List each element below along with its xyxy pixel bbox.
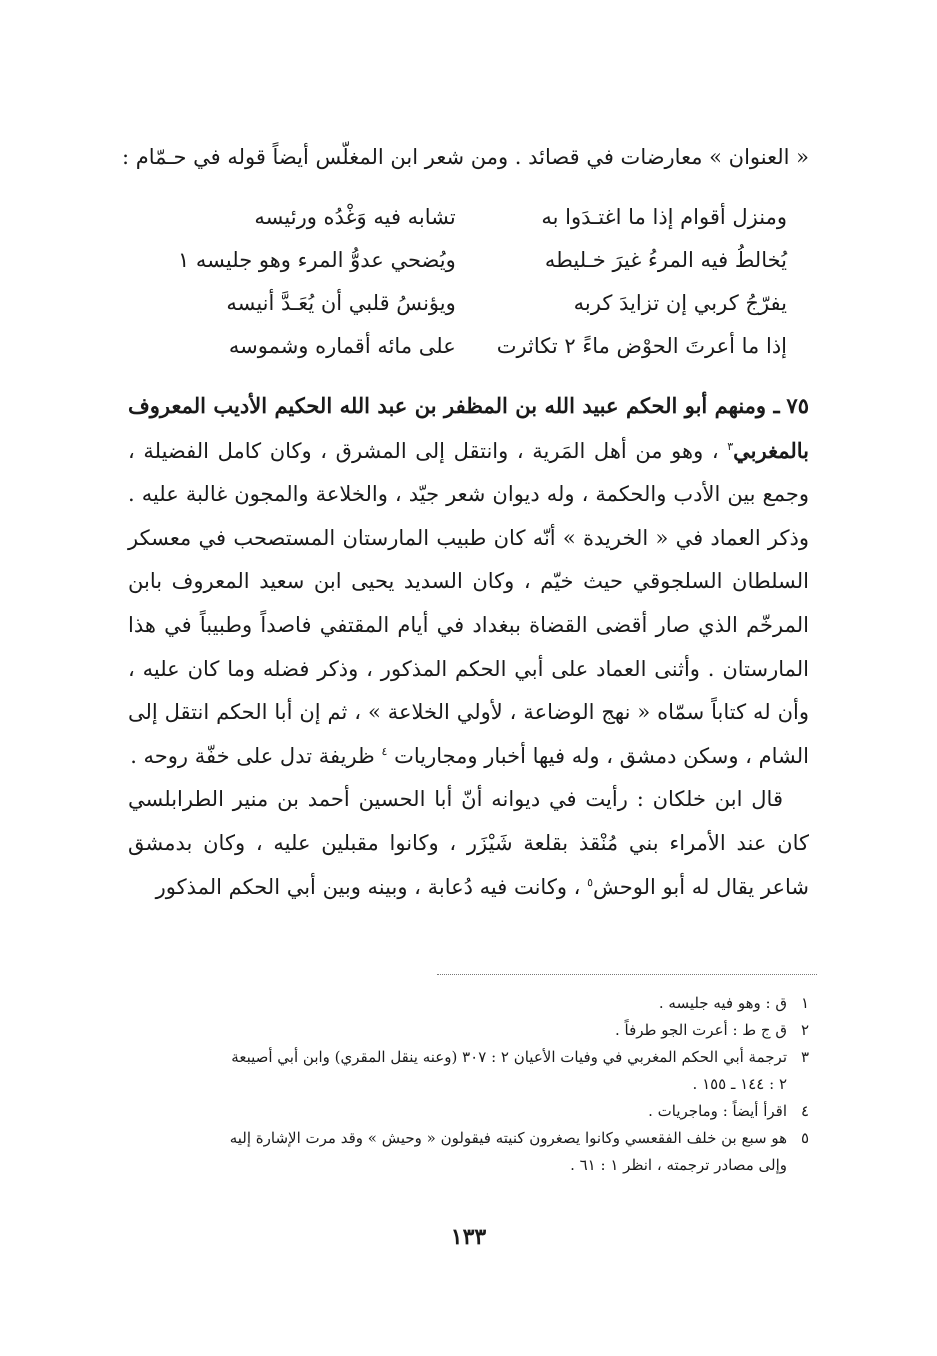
paragraph-text: قال ابن خلكان : رأيت في ديوانه أنّ أبا الحسين أحمد بن منير الطرابلسي كان عند الأمراء بني مُنْقذ بقلعة شَيْزَر ، وكانوا مقبلين عليه ، وكان بدمشق شاعر يقال له أبو الوحش bbox=[128, 787, 809, 899]
entry-number: ٧٥ bbox=[786, 393, 809, 418]
footnote-number: ١ bbox=[800, 994, 809, 1012]
footnote-number: ٥ bbox=[800, 1129, 809, 1147]
footnote-marker[interactable]: ٥ bbox=[587, 875, 594, 889]
footnote-item bbox=[128, 1017, 809, 1044]
footnote-number: ٢ bbox=[800, 1021, 809, 1039]
footnote-item bbox=[128, 1044, 809, 1071]
footnote-text: ترجمة أبي الحكم المغربي في وفيات الأعيان ٢ : ٣٠٧ (وعنه ينقل المقري) وابن أبي أصيبعة bbox=[231, 1048, 787, 1066]
main-text bbox=[128, 384, 809, 909]
footnote-item bbox=[128, 1125, 809, 1152]
verse-second-hemistich: على مائه أقماره وشموسه bbox=[228, 334, 456, 358]
footnote-number: ٤ bbox=[800, 1102, 809, 1120]
poem-verse bbox=[150, 282, 787, 325]
intro-line: « العنوان » معارضات في قصائد . ومن شعر ابن المغلّس أيضاً قوله في حـمّام : bbox=[122, 145, 809, 169]
footnote-text: هو سبع بن خلف الفقعسي وكانوا يصغرون كنيته فيقولون « وحيش » وقد مرت الإشارة إليه bbox=[229, 1129, 787, 1147]
footnote-number: ٣ bbox=[800, 1048, 809, 1066]
verse-second-hemistich: ويؤنسُ قلبي أن يُعَـدَّ أنيسه bbox=[226, 291, 456, 315]
poem-verse bbox=[150, 239, 787, 282]
poem bbox=[150, 196, 787, 368]
footnote-marker[interactable]: ٣ bbox=[727, 439, 734, 453]
footnote-text: ق : وهو فيه جليسه . bbox=[658, 994, 787, 1012]
poem-verse bbox=[150, 325, 787, 368]
footnote-item bbox=[128, 1098, 809, 1125]
paragraph-text-end: ، وكانت فيه دُعابة ، وبينه وبين أبي الحكم المذكور bbox=[155, 874, 581, 899]
poem-verse bbox=[150, 196, 787, 239]
footnote-text: اقرأ أيضاً : وماجريات . bbox=[648, 1102, 787, 1120]
verse-first-hemistich: إذا ما أعرتَ الحوْض ماءً ٢ تكاثرت bbox=[496, 334, 787, 358]
verse-first-hemistich: يفرّجُ كربي إن تزايدَ كربه bbox=[573, 291, 787, 315]
verse-first-hemistich: يُخالطُ فيه المرءُ غيرَ خـليطه bbox=[544, 248, 787, 272]
footnotes bbox=[128, 990, 809, 1179]
footnote-text: ق ج ط : أعرت الجو طرفاً . bbox=[614, 1021, 787, 1039]
entry-paragraph bbox=[128, 384, 809, 778]
footnote-continuation: وإلى مصادر ترجمته ، انظر ١ : ٦١ . bbox=[570, 1156, 787, 1174]
second-paragraph bbox=[128, 778, 809, 909]
entry-text-end: ظريفة تدل على خفّة روحه . bbox=[130, 743, 375, 768]
footnote-marker[interactable]: ٤ bbox=[381, 744, 388, 758]
footnote-item bbox=[128, 990, 809, 1017]
entry-heading: ـ ومنهم أبو الحكم عبيد الله بن المظفر بن عبد الله الحكيم الأديب المعروف بالمغربي bbox=[128, 393, 809, 463]
entry-text: ، وهو من أهل المَرية ، وانتقل إلى المشرق ، وكان كامل الفضيلة ، وجمع بين الأدب والحكمة ، وله ديوان شعر جيّد ، والخلاعة والمجون غالبة عليه . وذكر العماد في « الخريدة » أنّه كان طبيب المارستان المستصحب في معسكر السلطان السلجوقي حيث خيّم ، وكان السديد يحيى ابن سعيد المعروف بابن المرخّم الذي صار أقضى القضاة ببغداد في أيام المقتفي فاصداً وطبيباً في هذا المارستان . وأثنى العماد على أبي الحكم المذكور ، وذكر فضله وما كان عليه ، وأن له كتاباً سمّاه « نهج الوضاعة ، لأولي الخلاعة » ، ثم إن أبا الحكم انتقل إلى الشام ، وسكن دمشق ، وله فيها أخبار ومجاريات bbox=[128, 438, 809, 768]
page-number: ١٣٣ bbox=[450, 1224, 487, 1250]
verse-second-hemistich: ويُضحي عدوُّ المرء وهو جليسه ١ bbox=[177, 248, 456, 272]
verse-second-hemistich: تشابه فيه وَغْدُه ورئيسه bbox=[254, 205, 456, 229]
verse-first-hemistich: ومنزل أقوام إذا ما اغتـدَوا به bbox=[541, 205, 787, 229]
footnote-divider bbox=[437, 974, 817, 975]
footnote-continuation: ٢ : ١٤٤ ـ ١٥٥ . bbox=[692, 1075, 787, 1093]
